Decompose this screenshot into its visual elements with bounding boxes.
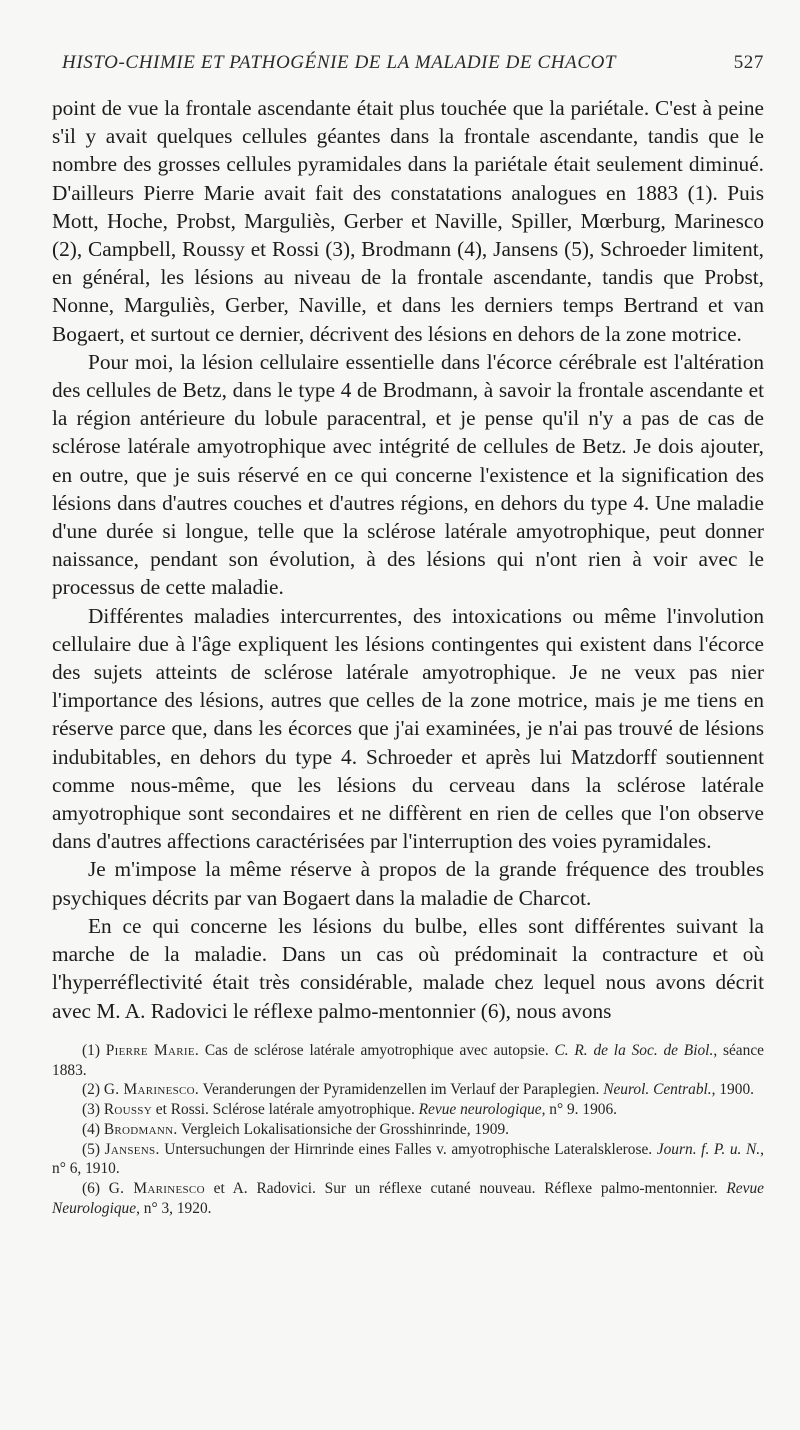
footnote-author: Jansens. bbox=[104, 1140, 160, 1158]
paragraph: Pour moi, la lésion cellulaire essentielle dans l'écorce cérébrale est l'altération des cellules de Betz, dans le type 4 de Brodmann, à savoir la frontale ascendante et la région antérieure du lobule paracentral, et je pense qu'il n'y a pas de cas de sclérose latérale amyotrophique avec intégrité de cellules de Betz. Je dois ajouter, en outre, que je suis réservé en ce qui concerne l'existence et la signification des lésions dans d'autres couches et d'autres régions, en dehors du type 4. Une maladie d'une durée si longue, telle que la sclérose latérale amyotrophique, peut donner naissance, pendant son évolution, à des lésions qui n'ont rien à voir avec le processus de cette maladie. bbox=[52, 349, 764, 600]
page bbox=[52, 52, 764, 1219]
paragraph: point de vue la frontale ascendante était plus touchée que la pariétale. C'est à peine s'il y avait quelques cellules géantes dans la frontale ascendante, tandis que le nombre des grosses cellules pyramidales dans la pariétale était seulement diminué. D'ailleurs Pierre Marie avait fait des constatations analogues en 1883 (1). Puis Mott, Hoche, Probst, Marguliès, Gerber et Naville, Spiller, Mœrburg, Marinesco (2), Campbell, Roussy et Rossi (3), Brodmann (4), Jansens (5), Schroeder limitent, en général, les lésions au niveau de la frontale ascendante, tandis que Probst, Nonne, Marguliès, Gerber, Naville, et dans les derniers temps Bertrand et van Bogaert, et surtout ce dernier, décrivent des lésions en dehors de la zone motrice. bbox=[52, 96, 764, 346]
footnote-text: et Rossi. Sclérose latérale amyotrophique. bbox=[151, 1101, 419, 1119]
footnote bbox=[52, 1080, 764, 1100]
footnote-text: et A. Radovici. Sur un réflexe cutané nouveau. Réflexe palmo-mentonnier. bbox=[204, 1180, 727, 1198]
paragraph: En ce qui concerne les lésions du bulbe, elles sont différentes suivant la marche de la maladie. Dans un cas où prédominait la contracture et où l'hyperréflectivité était très considérable, malade chez lequel nous avons décrit avec M. A. Radovici le réflexe palmo-mentonnier (6), nous avons bbox=[52, 913, 764, 1023]
paragraph: Différentes maladies intercurrentes, des intoxications ou même l'involution cellulaire due à l'âge expliquent les lésions contingentes qui existent dans l'écorce des sujets atteints de sclérose latérale amyotrophique. Je ne veux pas nier l'importance des lésions, autres que celles de la zone motrice, mais je me tiens en réserve parce que, dans les écorces que j'ai examinées, je n'ai pas trouvé de lésions indubitables, en dehors du type 4. Schroeder et après lui Matzdorff soutiennent comme nous-même, que les lésions du cerveau dans la sclérose latérale amyotrophique sont secondaires et ne diffèrent en rien de celles que l'on observe dans d'autres affections caractérisées par l'interruption des voies pyramidales. bbox=[52, 603, 764, 854]
footnote-text: Untersuchungen der Hirnrinde eines Falles v. amyotrophische Lateralsklerose. bbox=[159, 1140, 657, 1158]
footnote-rest: , séance 1883. bbox=[52, 1041, 764, 1079]
footnotes bbox=[52, 1041, 764, 1219]
footnote-text: Vergleich Lokalisationsiche der Grosshinrinde, 1909. bbox=[177, 1120, 510, 1138]
footnote-text: Cas de sclérose latérale amyotrophique avec autopsie. bbox=[199, 1041, 555, 1059]
footnote-author: Brodmann. bbox=[103, 1120, 178, 1138]
footnote-number: (2) bbox=[82, 1081, 100, 1099]
footnote bbox=[52, 1041, 764, 1081]
footnote bbox=[52, 1179, 764, 1219]
footnote bbox=[52, 1100, 764, 1120]
footnote-author: Pierre Marie. bbox=[105, 1041, 200, 1059]
footnote bbox=[52, 1120, 764, 1140]
footnote-number: (1) bbox=[82, 1041, 100, 1059]
footnote-journal: Neurol. Centrabl. bbox=[603, 1081, 712, 1099]
footnote-rest: , 1900. bbox=[711, 1081, 754, 1099]
footnote-rest: , n° 3, 1920. bbox=[136, 1200, 212, 1218]
page-number: 527 bbox=[733, 52, 764, 73]
footnote-author: Roussy bbox=[103, 1101, 152, 1119]
running-head bbox=[62, 52, 764, 74]
footnote-rest: , n° 6, 1910. bbox=[52, 1140, 764, 1178]
running-title: HISTO-CHIMIE ET PATHOGÉNIE DE LA MALADIE DE CHACOT bbox=[62, 52, 617, 73]
footnote-number: (5) bbox=[82, 1140, 100, 1158]
footnote-author: G. Marinesco. bbox=[103, 1081, 200, 1099]
footnote-rest: , n° 9. 1906. bbox=[541, 1101, 618, 1119]
footnote-text: Veranderungen der Pyramidenzellen im Verlauf der Paraplegien. bbox=[199, 1081, 604, 1099]
footnote-journal: Revue Neurologique bbox=[52, 1180, 764, 1218]
footnote-journal: C. R. de la Soc. de Biol. bbox=[554, 1041, 714, 1059]
footnote-number: (3) bbox=[82, 1101, 100, 1119]
body-text bbox=[52, 94, 764, 1025]
footnote-number: (4) bbox=[82, 1120, 100, 1138]
paragraph: Je m'impose la même réserve à propos de la grande fréquence des troubles psychiques décrits par van Bogaert dans la maladie de Charcot. bbox=[52, 857, 764, 910]
footnote-author: G. Marinesco bbox=[108, 1180, 205, 1198]
footnote bbox=[52, 1140, 764, 1180]
footnote-number: (6) bbox=[82, 1180, 100, 1198]
footnote-journal: Journ. f. P. u. N. bbox=[656, 1140, 761, 1158]
footnote-journal: Revue neurologique bbox=[418, 1101, 542, 1119]
